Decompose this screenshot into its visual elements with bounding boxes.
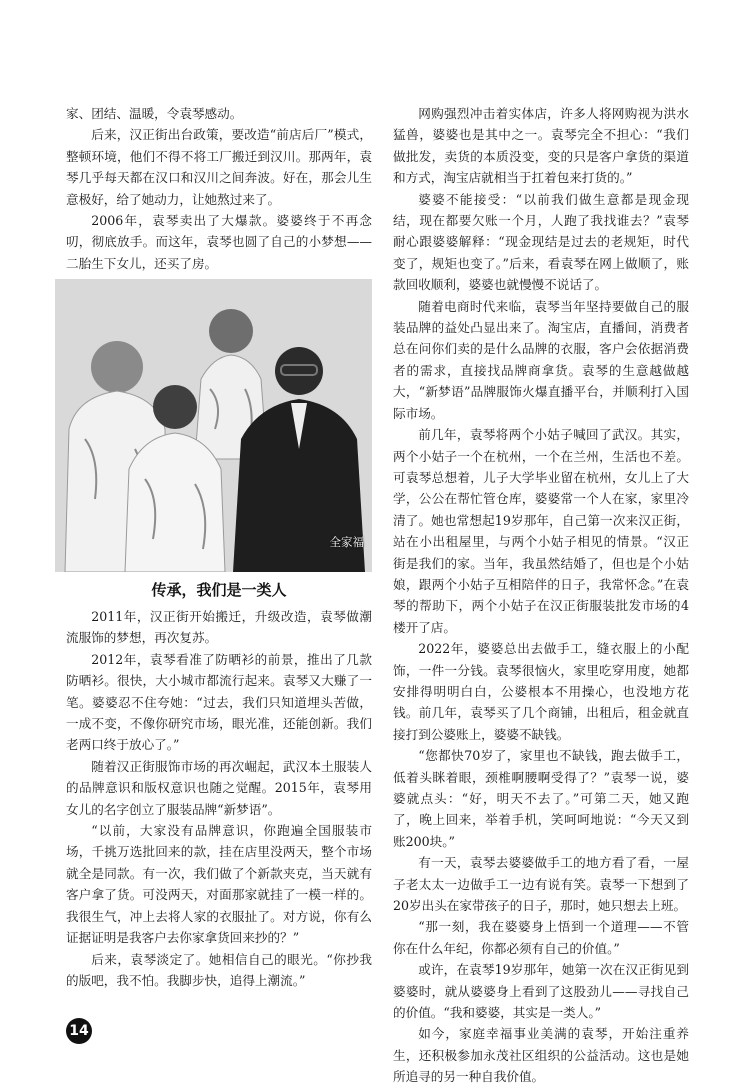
family-photo: [55, 279, 372, 572]
paragraph: 前几年，袁琴将两个小姑子喊回了武汉。其实，两个小姑子一个在杭州，一个在兰州，生活也不差。可袁琴总想着，儿子大学毕业留在杭州，女儿上了大学，公公在帮忙管仓库，婆婆常一个人在家，家里冷清了。她也常想起19岁那年，自己第一次来汉正街，站在小出租屋里，与两个小姑子相见的情景。“汉正街是我们的家。当年，我虽然结婚了，但也是个小姑娘，跟两个小姑子互相陪伴的日子，我常怀念。”在袁琴的帮助下，两个小姑子在汉正街服装批发市场的4楼开了店。: [393, 427, 689, 635]
left-column-top: [66, 103, 372, 274]
family-photo-illustration: [55, 279, 372, 572]
paragraph: 网购强烈冲击着实体店，许多人将网购视为洪水猛兽，婆婆也是其中之一。袁琴完全不担心：“我们做批发，卖货的本质没变，变的只是客户拿货的渠道和方式，淘宝店就相当于扛着包来打货的。”: [393, 106, 689, 186]
paragraph: 如今，家庭幸福事业美满的袁琴，开始注重养生，还积极参加永茂社区组织的公益活动。这也是她所追寻的另一种自我价值。: [393, 1026, 689, 1085]
photo-caption: 全家福: [329, 535, 364, 549]
paragraph: “您都快70岁了，家里也不缺钱，跑去做手工，低着头眯着眼，颈椎啊腰啊受得了？”袁琴一说，婆婆就点头：“好，明天不去了。”可第二天，她又跑了，晚上回来，举着手机，笑呵呵地说：“今天又到账200块。”: [393, 748, 689, 849]
paragraph: 随着电商时代来临，袁琴当年坚持要做自己的服装品牌的益处凸显出来了。淘宝店，直播间，消费者总在问你们卖的是什么品牌的衣服，客户会依据消费者的需求，直接找品牌商拿货。袁琴的生意越做越大，“新梦语”品牌服饰火爆直播平台，并顺利打入国际市场。: [393, 298, 689, 421]
left-column-bottom: [66, 606, 372, 991]
paragraph: 家、团结、温暖，令袁琴感动。: [66, 106, 243, 121]
paragraph: 2006年，袁琴卖出了大爆款。婆婆终于不再念叨，彻底放手。而这年，袁琴也圆了自己的小梦想——二胎生下女儿，还买了房。: [66, 213, 372, 271]
paragraph: “以前，大家没有品牌意识，你跑遍全国服装市场，千挑万选批回来的款，挂在店里没两天，整个市场就全是同款。有一次，我们做了个新款夹克，当天就有客户拿了货。可没两天，对面那家就挂了一模一样的。我很生气，冲上去将人家的衣服扯了。对方说，你有么证据证明是我客户去你家拿货回来抄的？”: [66, 823, 372, 946]
paragraph: 有一天，袁琴去婆婆做手工的地方看了看，一屋子老太太一边做手工一边有说有笑。袁琴一下想到了20岁出头在家带孩子的日子，那时，她只想去上班。: [393, 855, 689, 914]
section-heading: 传承，我们是一类人: [151, 581, 287, 599]
right-column: [393, 103, 689, 1088]
paragraph: 2011年，汉正街开始搬迁，升级改造，袁琴做潮流服饰的梦想，再次复苏。: [66, 609, 372, 646]
paragraph: 后来，袁琴淡定了。她相信自己的眼光。“你抄我的版吧，我不怕。我脚步快，追得上潮流。”: [66, 951, 372, 988]
paragraph: 后来，汉正街出台政策，要改造“前店后厂”模式，整顿环境，他们不得不将工厂搬迁到汉川。那两年，袁琴几乎每天都在汉口和汉川之间奔波。好在，那会儿生意极好，给了她动力，让她熬过来了。: [66, 127, 372, 207]
page-number: 14: [66, 1018, 92, 1044]
paragraph: 或许，在袁琴19岁那年，她第一次在汉正街见到婆婆时，就从婆婆身上看到了这股劲儿——寻找自己的价值。“我和婆婆，其实是一类人。”: [393, 962, 689, 1021]
paragraph: “那一刻，我在婆婆身上悟到一个道理——不管你在什么年纪，你都必须有自己的价值。”: [393, 919, 689, 956]
paragraph: 2012年，袁琴看准了防晒衫的前景，推出了几款防晒衫。很快，大小城市都流行起来。袁琴又大赚了一笔。婆婆忍不住夸她：“过去，我们只知道埋头苦做，一成不变，不像你研究市场，眼光准，还能创新。我们老两口终于放心了。”: [66, 651, 372, 753]
paragraph: 婆婆不能接受：“以前我们做生意都是现金现结，现在都要欠账一个月，人跑了我找谁去？”袁琴耐心跟婆婆解释：“现金现结是过去的老规矩，时代变了，规矩也变了。”后来，看袁琴在网上做顺了，账款回收顺利，婆婆也就慢慢不说话了。: [393, 191, 689, 293]
paragraph: 随着汉正街服饰市场的再次崛起，武汉本土服装人的品牌意识和版权意识也随之觉醒。2015年，袁琴用女儿的名字创立了服装品牌“新梦语”。: [66, 758, 372, 817]
paragraph: 2022年，婆婆总出去做手工，缝衣服上的小配饰，一件一分钱。袁琴很恼火，家里吃穿用度，她都安排得明明白白，公婆根本不用操心，也没地方花钱。前几年，袁琴买了几个商铺，出租后，租金就直接打到公婆账上，婆婆不缺钱。: [393, 641, 689, 742]
